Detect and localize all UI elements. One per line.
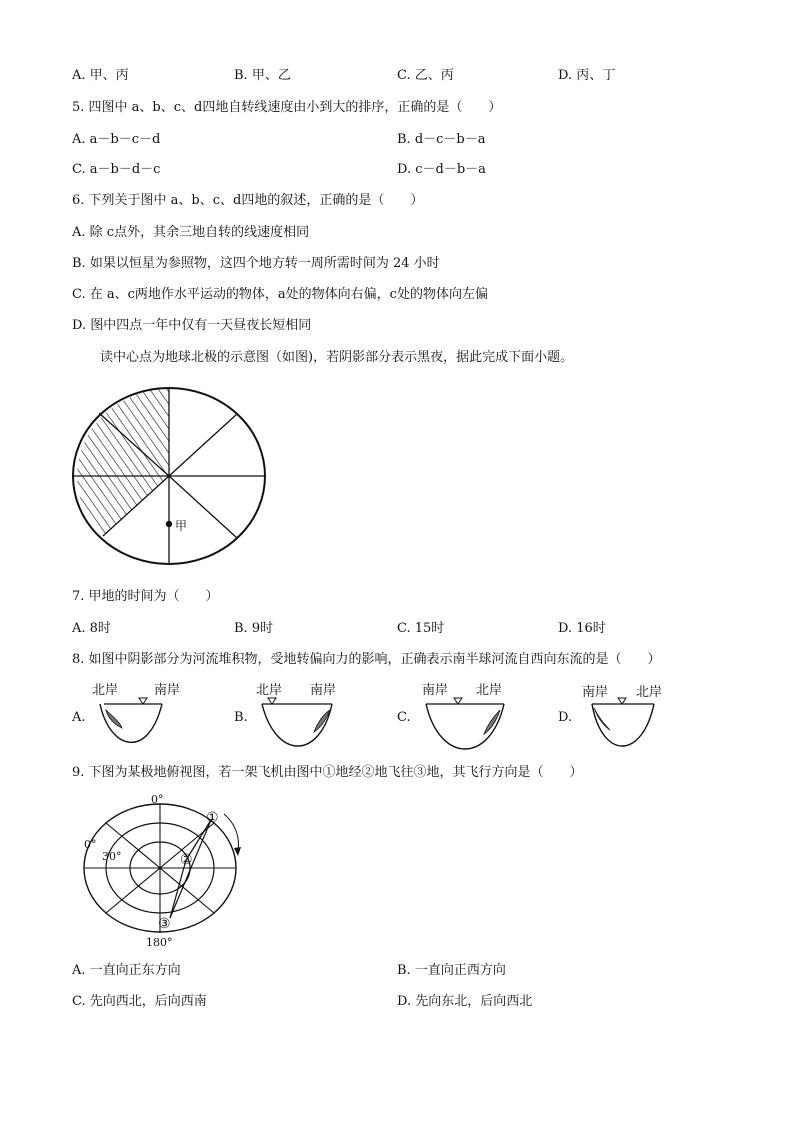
point-3-label: ③ xyxy=(158,916,171,932)
q4-option-b[interactable]: B. 甲、乙 xyxy=(234,68,291,83)
polar-view-diagram xyxy=(78,790,248,950)
q8-option-d[interactable]: D. xyxy=(558,710,573,725)
q8-option-a[interactable]: A. xyxy=(72,710,86,725)
q5-option-c[interactable]: C. a－b－d－c xyxy=(72,162,161,177)
q6-option-a[interactable]: A. 除 c点外，其余三地自转的线速度相同 xyxy=(72,225,310,240)
label-180: 180° xyxy=(146,936,173,949)
river-b-left-label: 北岸 xyxy=(256,683,283,698)
q8-option-c[interactable]: C. xyxy=(397,710,411,725)
q4-option-c[interactable]: C. 乙、丙 xyxy=(397,68,454,83)
river-diagram-b[interactable] xyxy=(252,680,357,754)
river-c-left-label: 南岸 xyxy=(422,683,449,698)
night-shading xyxy=(77,388,169,536)
river-b-deposit xyxy=(314,710,330,732)
q9-option-b[interactable]: B. 一直向正西方向 xyxy=(397,963,506,978)
q7-option-c[interactable]: C. 15时 xyxy=(397,621,445,636)
q5-option-b[interactable]: B. d－c－b－a xyxy=(397,132,486,147)
q7-option-b[interactable]: B. 9时 xyxy=(234,621,274,636)
river-d-right-label: 北岸 xyxy=(636,685,663,700)
label-0-left: 0° xyxy=(84,838,97,851)
point-jia-label: 甲 xyxy=(175,519,188,533)
q8-stem: 8. 如图中阴影部分为河流堆积物，受地转偏向力的影响，正确表示南半球河流自西向东流的是（ ） xyxy=(72,652,661,667)
q7-option-d[interactable]: D. 16时 xyxy=(558,621,606,636)
q9-option-a[interactable]: A. 一直向正东方向 xyxy=(72,963,181,978)
reading-intro: 读中心点为地球北极的示意图（如图)，若阴影部分表示黑夜，据此完成下面小题。 xyxy=(100,350,574,365)
river-c-right-label: 北岸 xyxy=(476,683,503,698)
q6-option-c[interactable]: C. 在 a、c两地作水平运动的物体，a处的物体向右偏，c处的物体向左偏 xyxy=(72,287,488,302)
q9-stem: 9. 下图为某极地俯视图，若一架飞机由图中①地经②地飞往③地，其飞行方向是（ ） xyxy=(72,765,583,780)
river-b-right-label: 南岸 xyxy=(310,683,337,698)
q6-option-b[interactable]: B. 如果以恒星为参照物，这四个地方转一周所需时间为 24 小时 xyxy=(72,256,440,271)
q8-option-b[interactable]: B. xyxy=(234,710,248,725)
q9-option-d[interactable]: D. 先向东北，后向西北 xyxy=(397,994,533,1009)
q7-option-a[interactable]: A. 8时 xyxy=(72,621,111,636)
q9-option-c[interactable]: C. 先向西北，后向西南 xyxy=(72,994,207,1009)
point-2-label: ② xyxy=(180,852,193,868)
label-0-top: 0° xyxy=(151,793,164,806)
point-1-label: ① xyxy=(206,810,219,826)
label-30: 30° xyxy=(102,850,122,863)
river-a-left-label: 北岸 xyxy=(92,683,119,698)
q7-stem: 7. 甲地的时间为（ ） xyxy=(72,589,219,604)
q5-stem: 5. 四图中 a、b、c、d四地自转线速度由小到大的排序，正确的是（ ） xyxy=(72,100,502,115)
q5-option-d[interactable]: D. c－d－b－a xyxy=(397,162,486,177)
river-a-right-label: 南岸 xyxy=(154,683,181,698)
q5-option-a[interactable]: A. a－b－c－d xyxy=(72,132,161,147)
q4-option-a[interactable]: A. 甲、丙 xyxy=(72,68,129,83)
q4-option-d[interactable]: D. 丙、丁 xyxy=(558,68,616,83)
north-pole-diagram xyxy=(66,380,272,576)
river-d-left-label: 南岸 xyxy=(582,685,609,700)
river-diagram-c[interactable] xyxy=(418,680,523,754)
river-diagram-a[interactable] xyxy=(90,680,195,754)
q6-option-d[interactable]: D. 图中四点一年中仅有一天昼夜长短相同 xyxy=(72,318,312,333)
river-diagram-d[interactable] xyxy=(580,680,680,754)
q6-stem: 6. 下列关于图中 a、b、c、d四地的叙述，正确的是（ ） xyxy=(72,193,424,208)
point-jia xyxy=(166,521,172,527)
